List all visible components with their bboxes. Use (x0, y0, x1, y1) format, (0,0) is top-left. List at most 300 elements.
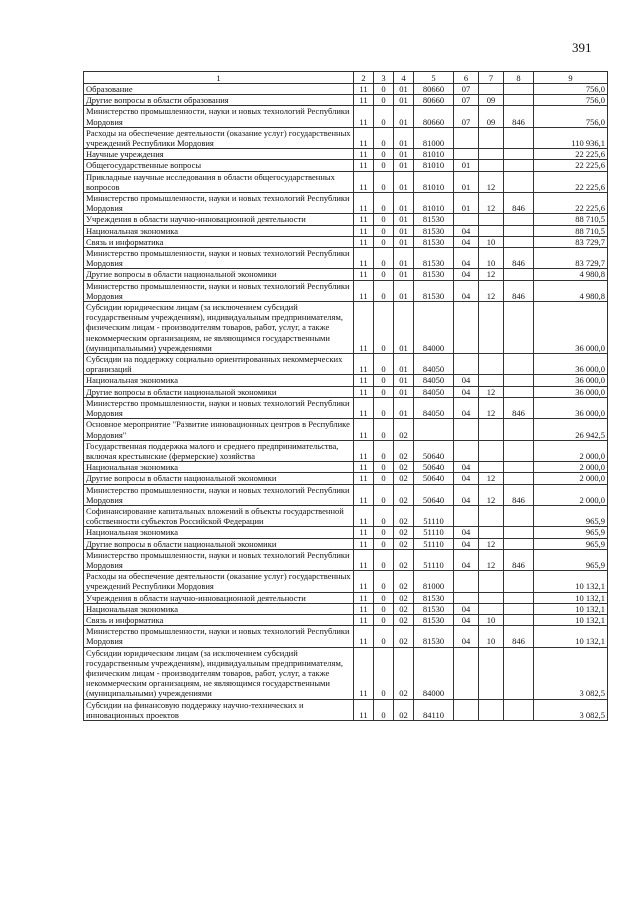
column-header: 1 (84, 72, 354, 84)
row-description: Министерство промышленности, науки и новых технологий Республики Мордовия (84, 397, 354, 418)
code-direction: 81530 (414, 626, 454, 647)
code-activity: 01 (394, 171, 414, 192)
row-description: Министерство промышленности, науки и новых технологий Республики Мордовия (84, 106, 354, 127)
table-row (84, 302, 608, 354)
code-subsection (479, 699, 504, 720)
code-subsection (479, 84, 504, 95)
code-subsection (479, 225, 504, 236)
code-ministry: 846 (504, 280, 534, 301)
table-row (84, 419, 608, 440)
code-ministry (504, 236, 534, 247)
code-program: 11 (354, 592, 374, 603)
row-description: Расходы на обеспечение деятельности (оказание услуг) государственных учреждений Республики Мордовия (84, 571, 354, 592)
code-subsection (479, 592, 504, 603)
code-subsection (479, 149, 504, 160)
row-description: Национальная экономика (84, 462, 354, 473)
code-activity: 01 (394, 149, 414, 160)
code-direction: 84050 (414, 397, 454, 418)
code-direction: 50640 (414, 484, 454, 505)
row-description: Общегосударственные вопросы (84, 160, 354, 171)
code-subsection: 10 (479, 626, 504, 647)
code-direction: 81530 (414, 280, 454, 301)
column-header: 5 (414, 72, 454, 84)
code-ministry (504, 127, 534, 148)
code-subsection: 12 (479, 484, 504, 505)
row-description: Другие вопросы в области национальной экономики (84, 473, 354, 484)
code-section: 04 (454, 236, 479, 247)
row-amount: 22 225,6 (534, 149, 608, 160)
code-subsection (479, 419, 504, 440)
row-description: Национальная экономика (84, 375, 354, 386)
row-description: Субсидии юридическим лицам (за исключением субсидий государственным учреждениям), индивидуальным предпринимателям, физическим лицам - производителям товаров, работ, услуг, а также некоммерческим организациям, не являющимся государственными (муниципальными) учреждениями (84, 647, 354, 699)
table-row (84, 269, 608, 280)
row-description: Министерство промышленности, науки и новых технологий Республики Мордовия (84, 248, 354, 269)
row-description: Национальная экономика (84, 225, 354, 236)
code-section: 04 (454, 397, 479, 418)
code-program: 11 (354, 160, 374, 171)
code-direction: 84110 (414, 699, 454, 720)
code-ministry (504, 225, 534, 236)
code-program: 11 (354, 647, 374, 699)
code-subsection: 10 (479, 248, 504, 269)
code-section (454, 699, 479, 720)
budget-table (83, 71, 608, 721)
row-amount: 110 936,1 (534, 127, 608, 148)
row-description: Министерство промышленности, науки и новых технологий Республики Мордовия (84, 193, 354, 214)
code-direction: 84000 (414, 302, 454, 354)
code-section (454, 647, 479, 699)
code-direction: 81530 (414, 592, 454, 603)
code-ministry (504, 302, 534, 354)
code-direction: 81530 (414, 236, 454, 247)
table-row (84, 440, 608, 461)
code-direction: 80660 (414, 84, 454, 95)
table-row (84, 527, 608, 538)
code-subprogram: 0 (374, 95, 394, 106)
code-section: 01 (454, 193, 479, 214)
row-amount: 10 132,1 (534, 626, 608, 647)
code-subprogram: 0 (374, 280, 394, 301)
row-amount: 83 729,7 (534, 248, 608, 269)
code-section (454, 302, 479, 354)
code-section: 04 (454, 269, 479, 280)
code-subprogram: 0 (374, 473, 394, 484)
row-amount: 88 710,5 (534, 214, 608, 225)
row-amount: 88 710,5 (534, 225, 608, 236)
code-subprogram: 0 (374, 354, 394, 375)
code-program: 11 (354, 95, 374, 106)
table-row (84, 473, 608, 484)
code-section: 04 (454, 462, 479, 473)
table-row (84, 397, 608, 418)
code-activity: 02 (394, 440, 414, 461)
code-subprogram: 0 (374, 505, 394, 526)
row-amount: 4 980,8 (534, 280, 608, 301)
code-activity: 01 (394, 302, 414, 354)
row-description: Министерство промышленности, науки и новых технологий Республики Мордовия (84, 484, 354, 505)
table-row (84, 647, 608, 699)
code-program: 11 (354, 527, 374, 538)
row-amount: 36 000,0 (534, 302, 608, 354)
code-activity: 01 (394, 127, 414, 148)
row-description: Государственная поддержка малого и среднего предпринимательства, включая крестьянские (фермерские) хозяйства (84, 440, 354, 461)
code-activity: 02 (394, 419, 414, 440)
table-row (84, 106, 608, 127)
code-subsection: 12 (479, 538, 504, 549)
code-subsection (479, 440, 504, 461)
code-section: 04 (454, 280, 479, 301)
row-description: Связь и информатика (84, 236, 354, 247)
code-section: 04 (454, 225, 479, 236)
code-subsection (479, 571, 504, 592)
table-row (84, 603, 608, 614)
code-ministry: 846 (504, 397, 534, 418)
code-subsection: 10 (479, 614, 504, 625)
code-direction: 81000 (414, 571, 454, 592)
table-row (84, 84, 608, 95)
code-subprogram: 0 (374, 527, 394, 538)
code-program: 11 (354, 549, 374, 570)
code-section (454, 571, 479, 592)
row-description: Другие вопросы в области образования (84, 95, 354, 106)
code-program: 11 (354, 149, 374, 160)
code-ministry (504, 95, 534, 106)
code-activity: 01 (394, 106, 414, 127)
row-description: Министерство промышленности, науки и новых технологий Республики Мордовия (84, 549, 354, 570)
code-direction: 81530 (414, 214, 454, 225)
code-program: 11 (354, 214, 374, 225)
row-description: Субсидии юридическим лицам (за исключением субсидий государственным учреждениям), индивидуальным предпринимателям, физическим лицам - производителям товаров, работ, услуг, а также некоммерческим организациям, не являющимся государственными (муниципальными) учреждениями (84, 302, 354, 354)
row-amount: 10 132,1 (534, 592, 608, 603)
row-description: Основное мероприятие "Развитие инновационных центров в Республике Мордовия" (84, 419, 354, 440)
code-activity: 02 (394, 592, 414, 603)
code-section (454, 354, 479, 375)
table-row (84, 386, 608, 397)
code-subprogram: 0 (374, 193, 394, 214)
code-ministry: 846 (504, 626, 534, 647)
code-program: 11 (354, 269, 374, 280)
code-ministry: 846 (504, 106, 534, 127)
row-description: Министерство промышленности, науки и новых технологий Республики Мордовия (84, 626, 354, 647)
row-amount: 83 729,7 (534, 236, 608, 247)
code-program: 11 (354, 248, 374, 269)
code-program: 11 (354, 484, 374, 505)
code-section (454, 592, 479, 603)
code-program: 11 (354, 699, 374, 720)
code-section: 04 (454, 473, 479, 484)
code-activity: 01 (394, 214, 414, 225)
code-activity: 01 (394, 193, 414, 214)
code-subsection: 12 (479, 280, 504, 301)
code-ministry (504, 473, 534, 484)
row-amount: 965,9 (534, 505, 608, 526)
code-subprogram: 0 (374, 647, 394, 699)
code-program: 11 (354, 571, 374, 592)
row-description: Другие вопросы в области национальной экономики (84, 386, 354, 397)
code-ministry (504, 419, 534, 440)
row-amount: 2 000,0 (534, 462, 608, 473)
code-ministry (504, 592, 534, 603)
code-section: 04 (454, 626, 479, 647)
code-direction: 81530 (414, 603, 454, 614)
code-section: 04 (454, 386, 479, 397)
row-description: Учреждения в области научно-инновационной деятельности (84, 592, 354, 603)
row-amount: 36 000,0 (534, 354, 608, 375)
row-amount: 10 132,1 (534, 614, 608, 625)
code-section (454, 505, 479, 526)
code-direction: 81010 (414, 149, 454, 160)
code-section: 04 (454, 538, 479, 549)
code-section: 07 (454, 95, 479, 106)
code-subsection: 09 (479, 106, 504, 127)
code-section: 04 (454, 549, 479, 570)
code-program: 11 (354, 127, 374, 148)
code-activity: 02 (394, 603, 414, 614)
code-direction: 80660 (414, 106, 454, 127)
code-subsection (479, 375, 504, 386)
code-ministry (504, 614, 534, 625)
code-section: 07 (454, 84, 479, 95)
row-description: Субсидии на поддержку социально ориентированных некоммерческих организаций (84, 354, 354, 375)
table-row (84, 171, 608, 192)
code-program: 11 (354, 397, 374, 418)
page-number: 391 (572, 40, 592, 55)
code-program: 11 (354, 106, 374, 127)
code-ministry (504, 214, 534, 225)
code-activity: 01 (394, 95, 414, 106)
code-section: 01 (454, 171, 479, 192)
code-direction: 81010 (414, 171, 454, 192)
code-subsection: 09 (479, 95, 504, 106)
code-section: 04 (454, 527, 479, 538)
code-section: 04 (454, 484, 479, 505)
code-ministry (504, 171, 534, 192)
code-section (454, 419, 479, 440)
code-subprogram: 0 (374, 269, 394, 280)
code-activity: 02 (394, 462, 414, 473)
code-ministry (504, 386, 534, 397)
row-amount: 965,9 (534, 549, 608, 570)
code-section: 04 (454, 248, 479, 269)
code-program: 11 (354, 462, 374, 473)
code-program: 11 (354, 419, 374, 440)
table-row (84, 127, 608, 148)
code-direction: 81530 (414, 269, 454, 280)
table-row (84, 592, 608, 603)
row-amount: 965,9 (534, 538, 608, 549)
column-header: 4 (394, 72, 414, 84)
code-program: 11 (354, 171, 374, 192)
code-program: 11 (354, 626, 374, 647)
code-program: 11 (354, 193, 374, 214)
code-subprogram: 0 (374, 699, 394, 720)
row-amount: 756,0 (534, 106, 608, 127)
row-amount: 22 225,6 (534, 193, 608, 214)
code-activity: 02 (394, 505, 414, 526)
row-amount: 22 225,6 (534, 160, 608, 171)
code-direction: 51110 (414, 549, 454, 570)
code-direction: 50640 (414, 462, 454, 473)
row-description: Прикладные научные исследования в области общегосударственных вопросов (84, 171, 354, 192)
table-row (84, 193, 608, 214)
code-ministry (504, 603, 534, 614)
code-subsection: 12 (479, 171, 504, 192)
code-direction: 84050 (414, 375, 454, 386)
code-direction: 84050 (414, 354, 454, 375)
code-subprogram: 0 (374, 397, 394, 418)
row-description: Учреждения в области научно-инновационной деятельности (84, 214, 354, 225)
code-activity: 01 (394, 386, 414, 397)
code-subsection: 12 (479, 397, 504, 418)
row-description: Национальная экономика (84, 527, 354, 538)
code-program: 11 (354, 538, 374, 549)
table-row (84, 214, 608, 225)
code-program: 11 (354, 603, 374, 614)
row-description: Субсидии на финансовую поддержку научно-технических и инновационных проектов (84, 699, 354, 720)
row-description: Национальная экономика (84, 603, 354, 614)
row-description: Министерство промышленности, науки и новых технологий Республики Мордовия (84, 280, 354, 301)
code-ministry: 846 (504, 549, 534, 570)
code-ministry: 846 (504, 193, 534, 214)
code-activity: 01 (394, 375, 414, 386)
code-subprogram: 0 (374, 236, 394, 247)
column-header: 3 (374, 72, 394, 84)
table-row (84, 225, 608, 236)
column-header: 2 (354, 72, 374, 84)
code-program: 11 (354, 440, 374, 461)
code-ministry: 846 (504, 484, 534, 505)
table-row (84, 614, 608, 625)
code-subprogram: 0 (374, 302, 394, 354)
code-direction: 81010 (414, 193, 454, 214)
code-activity: 02 (394, 549, 414, 570)
code-activity: 02 (394, 484, 414, 505)
row-amount: 756,0 (534, 84, 608, 95)
code-program: 11 (354, 225, 374, 236)
code-section: 07 (454, 106, 479, 127)
column-header: 9 (534, 72, 608, 84)
table-row (84, 160, 608, 171)
code-ministry (504, 84, 534, 95)
code-subprogram: 0 (374, 626, 394, 647)
code-activity: 01 (394, 354, 414, 375)
code-subprogram: 0 (374, 127, 394, 148)
table-row (84, 149, 608, 160)
row-amount: 26 942,5 (534, 419, 608, 440)
code-program: 11 (354, 386, 374, 397)
code-activity: 01 (394, 160, 414, 171)
code-direction: 81010 (414, 160, 454, 171)
table-row (84, 505, 608, 526)
code-direction: 81530 (414, 248, 454, 269)
code-direction: 84050 (414, 386, 454, 397)
code-activity: 01 (394, 84, 414, 95)
code-ministry (504, 149, 534, 160)
code-subprogram: 0 (374, 225, 394, 236)
table-row (84, 571, 608, 592)
code-direction: 51110 (414, 527, 454, 538)
row-amount: 2 000,0 (534, 484, 608, 505)
row-amount: 2 000,0 (534, 440, 608, 461)
code-subprogram: 0 (374, 375, 394, 386)
table-row (84, 236, 608, 247)
code-direction: 81530 (414, 614, 454, 625)
code-activity: 01 (394, 397, 414, 418)
code-section (454, 214, 479, 225)
code-ministry (504, 527, 534, 538)
row-amount: 36 000,0 (534, 386, 608, 397)
code-section (454, 149, 479, 160)
code-subsection (479, 505, 504, 526)
code-subprogram: 0 (374, 386, 394, 397)
code-activity: 02 (394, 614, 414, 625)
code-subsection (479, 302, 504, 354)
code-direction: 84000 (414, 647, 454, 699)
row-amount: 36 000,0 (534, 397, 608, 418)
code-direction: 50640 (414, 473, 454, 484)
code-subprogram: 0 (374, 419, 394, 440)
row-amount: 10 132,1 (534, 603, 608, 614)
code-subprogram: 0 (374, 171, 394, 192)
row-amount: 36 000,0 (534, 375, 608, 386)
table-row (84, 626, 608, 647)
code-section: 04 (454, 603, 479, 614)
row-description: Софинансирование капитальных вложений в объекты государственной собственности субъектов Российской Федерации (84, 505, 354, 526)
code-activity: 02 (394, 626, 414, 647)
table-row (84, 375, 608, 386)
code-subsection: 10 (479, 236, 504, 247)
code-subsection (479, 160, 504, 171)
code-subprogram: 0 (374, 440, 394, 461)
row-amount: 10 132,1 (534, 571, 608, 592)
code-direction: 81000 (414, 127, 454, 148)
code-subprogram: 0 (374, 214, 394, 225)
code-subsection (479, 527, 504, 538)
code-program: 11 (354, 236, 374, 247)
code-subsection (479, 354, 504, 375)
code-subsection (479, 127, 504, 148)
code-activity: 01 (394, 269, 414, 280)
row-description: Образование (84, 84, 354, 95)
row-description: Научные учреждения (84, 149, 354, 160)
code-subsection: 12 (479, 193, 504, 214)
code-program: 11 (354, 473, 374, 484)
row-amount: 22 225,6 (534, 171, 608, 192)
code-activity: 02 (394, 571, 414, 592)
code-subsection (479, 462, 504, 473)
table-row (84, 280, 608, 301)
code-direction: 51110 (414, 505, 454, 526)
code-subprogram: 0 (374, 538, 394, 549)
row-amount: 2 000,0 (534, 473, 608, 484)
row-description: Расходы на обеспечение деятельности (оказание услуг) государственных учреждений Республики Мордовия (84, 127, 354, 148)
code-ministry (504, 354, 534, 375)
code-program: 11 (354, 280, 374, 301)
table-body (84, 84, 608, 721)
code-section (454, 127, 479, 148)
code-subsection: 12 (479, 386, 504, 397)
code-section (454, 440, 479, 461)
code-subprogram: 0 (374, 248, 394, 269)
code-subsection (479, 603, 504, 614)
code-subprogram: 0 (374, 614, 394, 625)
row-amount: 965,9 (534, 527, 608, 538)
code-section: 04 (454, 375, 479, 386)
table-row (84, 484, 608, 505)
code-subsection: 12 (479, 473, 504, 484)
table-row (84, 699, 608, 720)
table-row (84, 462, 608, 473)
